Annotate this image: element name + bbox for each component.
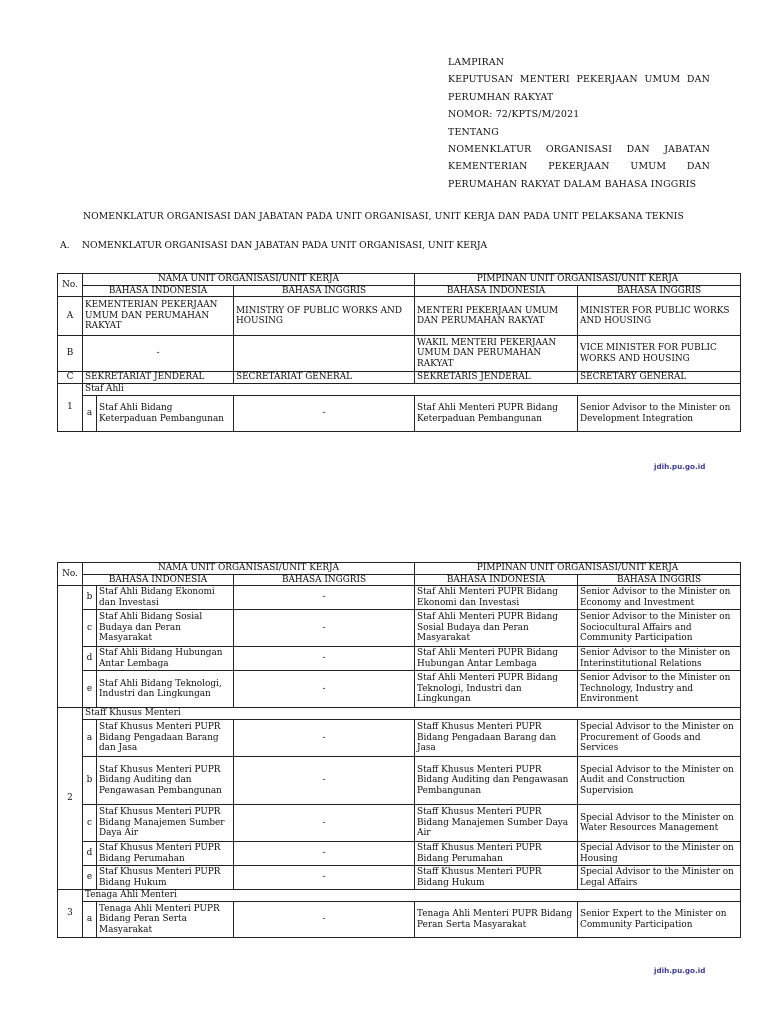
unit-name-id: Staf Ahli Bidang Keterpaduan Pembangunan	[97, 396, 234, 432]
leader-en: Senior Advisor to the Minister on Economy and Investment	[578, 586, 741, 610]
unit-name-en: -	[234, 866, 415, 890]
header-line: PERUMHAN RAKYAT	[448, 91, 554, 103]
table-row	[58, 372, 741, 384]
row-sub-letter: d	[83, 842, 97, 866]
header-line: LAMPIRAN	[448, 57, 505, 68]
table-row	[58, 866, 741, 890]
leader-en: Special Advisor to the Minister on Audit and Construction Supervision	[578, 757, 741, 805]
section-heading	[60, 240, 487, 251]
leader-id: WAKIL MENTERI PEKERJAAN UMUM DAN PERUMAHAN RAKYAT	[415, 336, 578, 372]
header-no: No.	[58, 274, 83, 297]
table-row	[58, 647, 741, 671]
table-row	[58, 671, 741, 708]
unit-name-en: -	[234, 902, 415, 938]
leader-en: Special Advisor to the Minister on Housing	[578, 842, 741, 866]
leader-id: SEKRETARIS JENDERAL	[415, 372, 578, 384]
table-row	[58, 842, 741, 866]
leader-en: MINISTER FOR PUBLIC WORKS AND HOUSING	[578, 297, 741, 336]
table-row	[58, 902, 741, 938]
header-line: TENTANG	[448, 126, 499, 138]
row-no	[58, 586, 83, 708]
header-line: PERUMAHAN RAKYAT DALAM BAHASA INGGRIS	[448, 178, 697, 190]
leader-en: Special Advisor to the Minister on Legal Affairs	[578, 866, 741, 890]
header-bahasa-indonesia: BAHASA INDONESIA	[415, 575, 578, 586]
leader-id: Staf Ahli Menteri PUPR Bidang Keterpaduan Pembangunan	[415, 396, 578, 432]
group-label: Staf Ahli	[83, 384, 741, 396]
leader-id: Staff Khusus Menteri PUPR Bidang Hukum	[415, 866, 578, 890]
unit-name-id: Tenaga Ahli Menteri PUPR Bidang Peran Serta Masyarakat	[97, 902, 234, 938]
unit-name-en: -	[234, 671, 415, 708]
row-sub-letter: c	[83, 805, 97, 842]
footer-link[interactable]: jdih.pu.go.id	[654, 966, 706, 975]
table-row	[58, 720, 741, 757]
unit-name-id: Staf Khusus Menteri PUPR Bidang Manajemen Sumber Daya Air	[97, 805, 234, 842]
table-row	[58, 586, 741, 610]
table-row	[58, 610, 741, 647]
leader-id: Staf Ahli Menteri PUPR Bidang Sosial Budaya dan Peran Masyarakat	[415, 610, 578, 647]
leader-id: Staff Khusus Menteri PUPR Bidang Perumahan	[415, 842, 578, 866]
header-line: KEMENTERIAN PEKERJAAN UMUM DAN	[448, 161, 710, 173]
row-sub-letter: a	[83, 902, 97, 938]
leader-id: Staf Ahli Menteri PUPR Bidang Teknologi, Industri dan Lingkungan	[415, 671, 578, 708]
row-no: 1	[58, 384, 83, 432]
row-sub-letter: d	[83, 647, 97, 671]
header-bahasa-indonesia: BAHASA INDONESIA	[83, 286, 234, 297]
section-letter: A.	[60, 240, 70, 251]
document-header	[448, 54, 710, 193]
unit-name-id: Staf Khusus Menteri PUPR Bidang Pengadaan Barang dan Jasa	[97, 720, 234, 757]
header-bahasa-inggris: BAHASA INGGRIS	[234, 575, 415, 586]
unit-name-en: -	[234, 757, 415, 805]
leader-en: Senior Advisor to the Minister on Interinstitutional Relations	[578, 647, 741, 671]
row-no: B	[58, 336, 83, 372]
unit-name-id: Staf Khusus Menteri PUPR Bidang Auditing dan Pengawasan Pembangunan	[97, 757, 234, 805]
table-row	[58, 336, 741, 372]
leader-en: Special Advisor to the Minister on Water Resources Management	[578, 805, 741, 842]
header-bahasa-indonesia: BAHASA INDONESIA	[83, 575, 234, 586]
header-unit-leader: PIMPINAN UNIT ORGANISASI/UNIT KERJA	[415, 563, 741, 575]
header-bahasa-indonesia: BAHASA INDONESIA	[415, 286, 578, 297]
unit-name-en: -	[234, 805, 415, 842]
unit-name-en	[234, 336, 415, 372]
section-text: NOMENKLATUR ORGANISASI DAN JABATAN PADA UNIT ORGANISASI, UNIT KERJA	[82, 240, 488, 251]
unit-name-en: -	[234, 842, 415, 866]
table-row	[58, 757, 741, 805]
header-no: No.	[58, 563, 83, 586]
leader-id: Staff Khusus Menteri PUPR Bidang Pengadaan Barang dan Jasa	[415, 720, 578, 757]
unit-name-id: SEKRETARIAT JENDERAL	[83, 372, 234, 384]
unit-name-id: Staf Ahli Bidang Teknologi, Industri dan Lingkungan	[97, 671, 234, 708]
leader-en: Special Advisor to the Minister on Procurement of Goods and Services	[578, 720, 741, 757]
row-no: A	[58, 297, 83, 336]
header-line: KEPUTUSAN MENTERI PEKERJAAN UMUM DAN	[448, 74, 710, 86]
group-label: Staff Khusus Menteri	[83, 708, 741, 720]
leader-id: MENTERI PEKERJAAN UMUM DAN PERUMAHAN RAKYAT	[415, 297, 578, 336]
unit-name-id: -	[83, 336, 234, 372]
unit-name-en: -	[234, 586, 415, 610]
row-sub-letter: b	[83, 586, 97, 610]
header-unit-name: NAMA UNIT ORGANISASI/UNIT KERJA	[83, 274, 415, 286]
unit-name-en: -	[234, 610, 415, 647]
unit-name-id: Staf Ahli Bidang Ekonomi dan Investasi	[97, 586, 234, 610]
leader-id: Staf Ahli Menteri PUPR Bidang Hubungan Antar Lembaga	[415, 647, 578, 671]
row-sub-letter: b	[83, 757, 97, 805]
table-row	[58, 805, 741, 842]
unit-name-id: KEMENTERIAN PEKERJAAN UMUM DAN PERUMAHAN RAKYAT	[83, 297, 234, 336]
header-bahasa-inggris: BAHASA INGGRIS	[578, 575, 741, 586]
leader-id: Staff Khusus Menteri PUPR Bidang Auditing dan Pengawasan Pembangunan	[415, 757, 578, 805]
unit-name-id: Staf Khusus Menteri PUPR Bidang Perumahan	[97, 842, 234, 866]
table-row	[58, 396, 741, 432]
header-bahasa-inggris: BAHASA INGGRIS	[234, 286, 415, 297]
table-row	[58, 297, 741, 336]
unit-name-id: Staf Ahli Bidang Hubungan Antar Lembaga	[97, 647, 234, 671]
header-unit-name: NAMA UNIT ORGANISASI/UNIT KERJA	[83, 563, 415, 575]
header-unit-leader: PIMPINAN UNIT ORGANISASI/UNIT KERJA	[415, 274, 741, 286]
row-sub-letter: e	[83, 866, 97, 890]
row-no: 3	[58, 890, 83, 938]
nomenclature-table-1	[57, 273, 741, 432]
unit-name-id: Staf Khusus Menteri PUPR Bidang Hukum	[97, 866, 234, 890]
unit-name-en: MINISTRY OF PUBLIC WORKS AND HOUSING	[234, 297, 415, 336]
leader-id: Staff Khusus Menteri PUPR Bidang Manajemen Sumber Daya Air	[415, 805, 578, 842]
row-no: 2	[58, 708, 83, 890]
document-title: NOMENKLATUR ORGANISASI DAN JABATAN PADA UNIT ORGANISASI, UNIT KERJA DAN PADA UNIT PELAKSANA TEKNIS	[83, 211, 684, 222]
leader-en: Senior Advisor to the Minister on Technology, Industry and Environment	[578, 671, 741, 708]
leader-en: SECRETARY GENERAL	[578, 372, 741, 384]
header-line: NOMENKLATUR ORGANISASI DAN JABATAN	[448, 144, 710, 156]
leader-en: VICE MINISTER FOR PUBLIC WORKS AND HOUSING	[578, 336, 741, 372]
header-line: NOMOR: 72/KPTS/M/2021	[448, 109, 580, 121]
unit-name-id: Staf Ahli Bidang Sosial Budaya dan Peran Masyarakat	[97, 610, 234, 647]
leader-en: Senior Advisor to the Minister on Sociocultural Affairs and Community Participation	[578, 610, 741, 647]
row-no: C	[58, 372, 83, 384]
nomenclature-table-2	[57, 562, 741, 938]
leader-en: Senior Advisor to the Minister on Development Integration	[578, 396, 741, 432]
group-label: Tenaga Ahli Menteri	[83, 890, 741, 902]
row-sub-letter: a	[83, 720, 97, 757]
header-bahasa-inggris: BAHASA INGGRIS	[578, 286, 741, 297]
leader-id: Tenaga Ahli Menteri PUPR Bidang Peran Serta Masyarakat	[415, 902, 578, 938]
footer-link[interactable]: jdih.pu.go.id	[654, 462, 706, 471]
unit-name-en: -	[234, 396, 415, 432]
unit-name-en: SECRETARIAT GENERAL	[234, 372, 415, 384]
leader-en: Senior Expert to the Minister on Community Participation	[578, 902, 741, 938]
leader-id: Staf Ahli Menteri PUPR Bidang Ekonomi dan Investasi	[415, 586, 578, 610]
row-sub-letter: a	[83, 396, 97, 432]
row-sub-letter: e	[83, 671, 97, 708]
unit-name-en: -	[234, 720, 415, 757]
unit-name-en: -	[234, 647, 415, 671]
row-sub-letter: c	[83, 610, 97, 647]
